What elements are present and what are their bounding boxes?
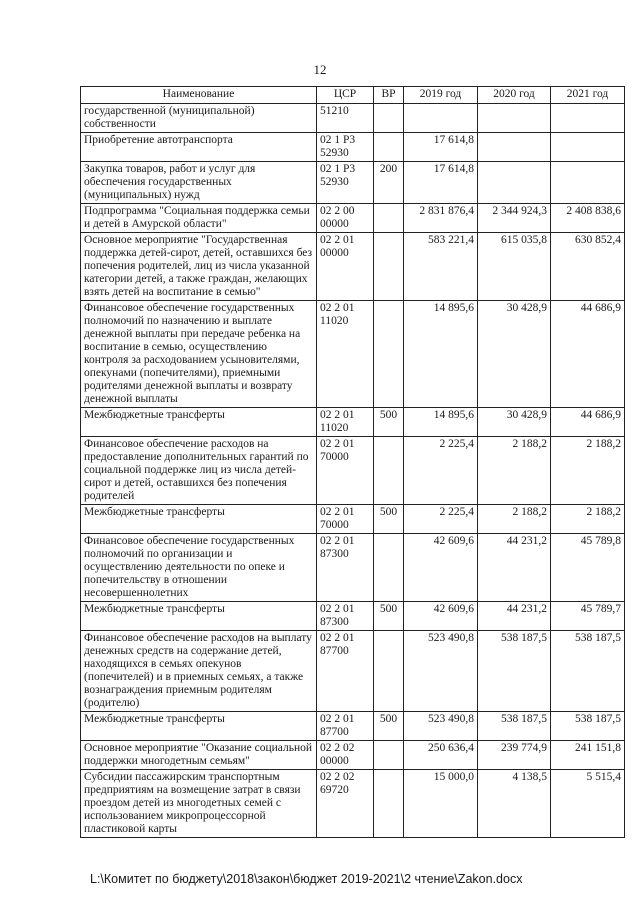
row-2019: 2 225,4: [404, 437, 478, 505]
row-vr: [374, 301, 404, 408]
row-2019: 42 609,6: [404, 602, 478, 631]
table-row: [81, 204, 625, 233]
row-2021: 44 686,9: [551, 408, 625, 437]
table-row: [81, 712, 625, 741]
row-vr: [374, 204, 404, 233]
row-vr: [374, 437, 404, 505]
row-name: Межбюджетные трансферты: [81, 505, 317, 534]
row-vr: [374, 534, 404, 602]
table-row: [81, 741, 625, 770]
header-2021: 2021 год: [551, 87, 625, 104]
table-row: [81, 770, 625, 838]
row-2019: 2 225,4: [404, 505, 478, 534]
row-2021: 538 187,5: [551, 631, 625, 712]
table-header-row: [81, 87, 625, 104]
row-2019: 250 636,4: [404, 741, 478, 770]
row-2020: 44 231,2: [478, 602, 551, 631]
row-csr: 02 2 02 00000: [317, 741, 374, 770]
row-2020: 239 774,9: [478, 741, 551, 770]
table-row: [81, 534, 625, 602]
row-csr: 51210: [317, 104, 374, 133]
row-csr: 02 2 01 00000: [317, 233, 374, 301]
row-2020: [478, 162, 551, 204]
row-2021: 630 852,4: [551, 233, 625, 301]
budget-table: [80, 86, 625, 838]
row-vr: [374, 741, 404, 770]
row-name: государственной (муниципальной) собственности: [81, 104, 317, 133]
row-name: Основное мероприятие "Государственная поддержка детей-сирот, детей, оставшихся без попечения родителей, лиц из числа указанной категории детей, а также граждан, желающих взять детей на воспитание в семью": [81, 233, 317, 301]
row-2021: [551, 162, 625, 204]
header-vr: ВР: [374, 87, 404, 104]
row-vr: [374, 233, 404, 301]
row-vr: 500: [374, 505, 404, 534]
row-csr: 02 2 01 11020: [317, 301, 374, 408]
header-2020: 2020 год: [478, 87, 551, 104]
row-vr: [374, 770, 404, 838]
header-csr: ЦСР: [317, 87, 374, 104]
table-row: [81, 233, 625, 301]
row-2021: [551, 133, 625, 162]
row-2020: 538 187,5: [478, 631, 551, 712]
row-vr: 500: [374, 712, 404, 741]
row-csr: 02 2 01 87700: [317, 712, 374, 741]
row-vr: 500: [374, 602, 404, 631]
row-2019: 15 000,0: [404, 770, 478, 838]
row-name: Межбюджетные трансферты: [81, 602, 317, 631]
row-vr: 200: [374, 162, 404, 204]
row-2021: 5 515,4: [551, 770, 625, 838]
row-csr: 02 2 01 11020: [317, 408, 374, 437]
row-2020: 4 138,5: [478, 770, 551, 838]
row-name: Межбюджетные трансферты: [81, 712, 317, 741]
row-2020: 615 035,8: [478, 233, 551, 301]
row-2021: 44 686,9: [551, 301, 625, 408]
row-2019: 523 490,8: [404, 631, 478, 712]
row-name: Основное мероприятие "Оказание социальной поддержки многодетным семьям": [81, 741, 317, 770]
row-2021: [551, 104, 625, 133]
table-row: [81, 104, 625, 133]
row-2019: [404, 104, 478, 133]
row-name: Приобретение автотранспорта: [81, 133, 317, 162]
row-vr: [374, 104, 404, 133]
row-vr: [374, 631, 404, 712]
row-2021: 538 187,5: [551, 712, 625, 741]
row-vr: [374, 133, 404, 162]
row-2021: 2 408 838,6: [551, 204, 625, 233]
header-2019: 2019 год: [404, 87, 478, 104]
row-2020: 44 231,2: [478, 534, 551, 602]
table-row: [81, 133, 625, 162]
row-name: Подпрограмма "Социальная поддержка семьи и детей в Амурской области": [81, 204, 317, 233]
row-csr: 02 2 01 87300: [317, 534, 374, 602]
row-2021: 241 151,8: [551, 741, 625, 770]
row-2020: 30 428,9: [478, 408, 551, 437]
row-2020: [478, 104, 551, 133]
page-number: 12: [313, 62, 327, 77]
header-name: Наименование: [81, 87, 317, 104]
row-2021: 45 789,7: [551, 602, 625, 631]
row-csr: 02 2 02 69720: [317, 770, 374, 838]
table-row: [81, 162, 625, 204]
table-row: [81, 408, 625, 437]
row-2020: [478, 133, 551, 162]
row-2019: 42 609,6: [404, 534, 478, 602]
table-row: [81, 505, 625, 534]
row-2019: 2 831 876,4: [404, 204, 478, 233]
row-2021: 2 188,2: [551, 505, 625, 534]
row-2019: 17 614,8: [404, 133, 478, 162]
row-csr: 02 2 01 87300: [317, 602, 374, 631]
table-row: [81, 301, 625, 408]
row-name: Закупка товаров, работ и услуг для обеспечения государственных (муниципальных) нужд: [81, 162, 317, 204]
row-name: Межбюджетные трансферты: [81, 408, 317, 437]
row-2020: 538 187,5: [478, 712, 551, 741]
row-2019: 14 895,6: [404, 301, 478, 408]
row-2021: 45 789,8: [551, 534, 625, 602]
footer-file-path: L:\Комитет по бюджету\2018\закон\бюджет 2019-2021\2 чтение\Zakon.docx: [90, 872, 523, 886]
row-2019: 523 490,8: [404, 712, 478, 741]
row-name: Субсидии пассажирским транспортным предприятиям на возмещение затрат в связи проездом детей из многодетных семей с использованием микропроцессорной пластиковой карты: [81, 770, 317, 838]
row-csr: 02 2 00 00000: [317, 204, 374, 233]
row-2020: 2 344 924,3: [478, 204, 551, 233]
table-row: [81, 437, 625, 505]
row-name: Финансовое обеспечение государственных полномочий по назначению и выплате денежной выплаты при передаче ребенка на воспитание в семью, осуществлению контроля за расходованием усыновителями, опекунами (попечителями), приемными родителями денежной выплаты и возврату денежной выплаты: [81, 301, 317, 408]
table-row: [81, 631, 625, 712]
row-2020: 30 428,9: [478, 301, 551, 408]
row-name: Финансовое обеспечение государственных полномочий по организации и осуществлению деятельности по опеке и попечительству в отношении несовершеннолетних: [81, 534, 317, 602]
row-2020: 2 188,2: [478, 437, 551, 505]
row-csr: 02 1 Р3 52930: [317, 133, 374, 162]
row-2021: 2 188,2: [551, 437, 625, 505]
row-vr: 500: [374, 408, 404, 437]
row-csr: 02 1 Р3 52930: [317, 162, 374, 204]
row-name: Финансовое обеспечение расходов на выплату денежных средств на содержание детей, находящихся в семьях опекунов (попечителей) и в приемных семьях, а также вознаграждения приемным родителям (родителю): [81, 631, 317, 712]
row-2020: 2 188,2: [478, 505, 551, 534]
row-2019: 583 221,4: [404, 233, 478, 301]
row-name: Финансовое обеспечение расходов на предоставление дополнительных гарантий по социальной поддержке лиц из числа детей-сирот и детей, оставшихся без попечения родителей: [81, 437, 317, 505]
row-csr: 02 2 01 87700: [317, 631, 374, 712]
row-2019: 14 895,6: [404, 408, 478, 437]
row-csr: 02 2 01 70000: [317, 505, 374, 534]
row-2019: 17 614,8: [404, 162, 478, 204]
row-csr: 02 2 01 70000: [317, 437, 374, 505]
table-row: [81, 602, 625, 631]
